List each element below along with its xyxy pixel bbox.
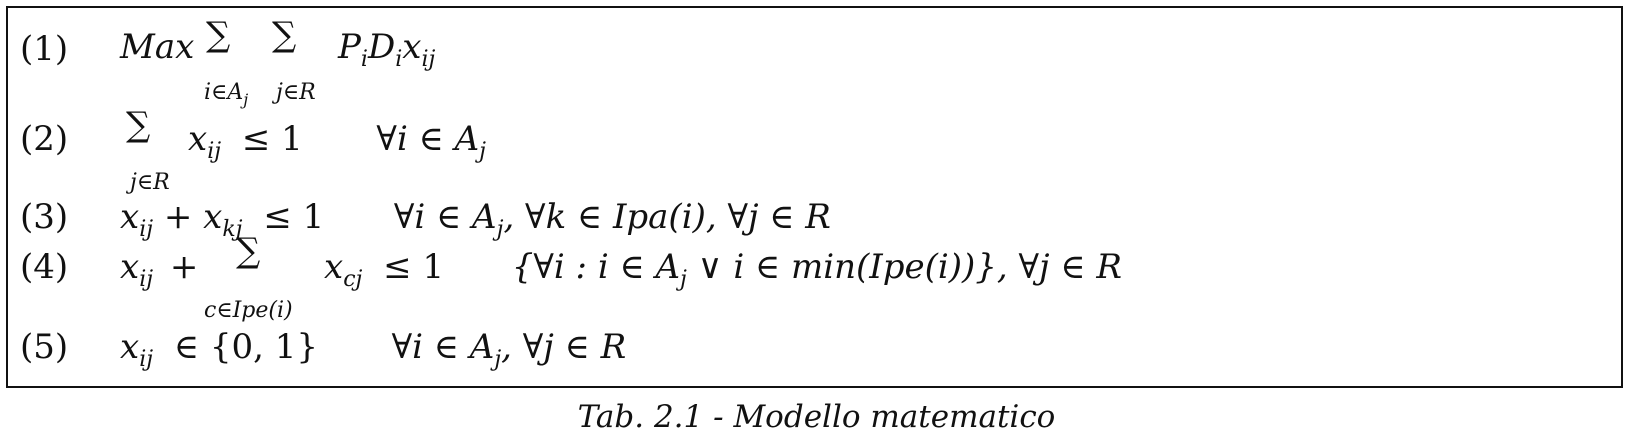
constraint-3: $x_{ij} + x_{kj} \le 1$ ∀i ∈ $A_j$, ∀k ∈ Ipa(i), ∀j ∈ R <box>120 197 831 242</box>
math-model-box <box>6 6 1623 388</box>
max-label: Max <box>120 27 195 67</box>
sum-index: c∈Ipe(i) <box>204 298 293 323</box>
sum-symbol: ∑ <box>206 15 231 55</box>
constraint-4-rhs: $x_{cj} \le 1$ {∀i : i ∈ $A_j$ ∨ i ∈ min(Ipe(i))}, ∀j ∈ R <box>324 247 1122 292</box>
equation-number-1: (1) <box>20 29 69 69</box>
sum-index: j∈R <box>276 80 316 105</box>
objective-function <box>120 27 195 67</box>
constraint-5: $x_{ij}$ ∈ {0, 1} ∀i ∈ $A_j$, ∀j ∈ R <box>120 327 627 372</box>
equation-number-5: (5) <box>20 327 69 367</box>
equation-number-4: (4) <box>20 247 69 287</box>
equation-number-3: (3) <box>20 197 69 237</box>
sum-symbol: ∑ <box>126 105 151 145</box>
equation-number-2: (2) <box>20 119 69 159</box>
table-caption: Tab. 2.1 - Modello matematico <box>577 399 1056 435</box>
constraint-4: $x_{ij}$ + <box>120 247 199 292</box>
sum-index: $i\in A_j$ <box>204 80 249 109</box>
sum-symbol: ∑ <box>272 15 297 55</box>
sum-index: j∈R <box>130 170 170 195</box>
constraint-2: $x_{ij} \le 1$ ∀i ∈ $A_j$ <box>188 119 486 164</box>
sum-symbol: ∑ <box>236 231 261 271</box>
objective-terms: $P_iD_ix_{ij}$ <box>338 27 436 72</box>
